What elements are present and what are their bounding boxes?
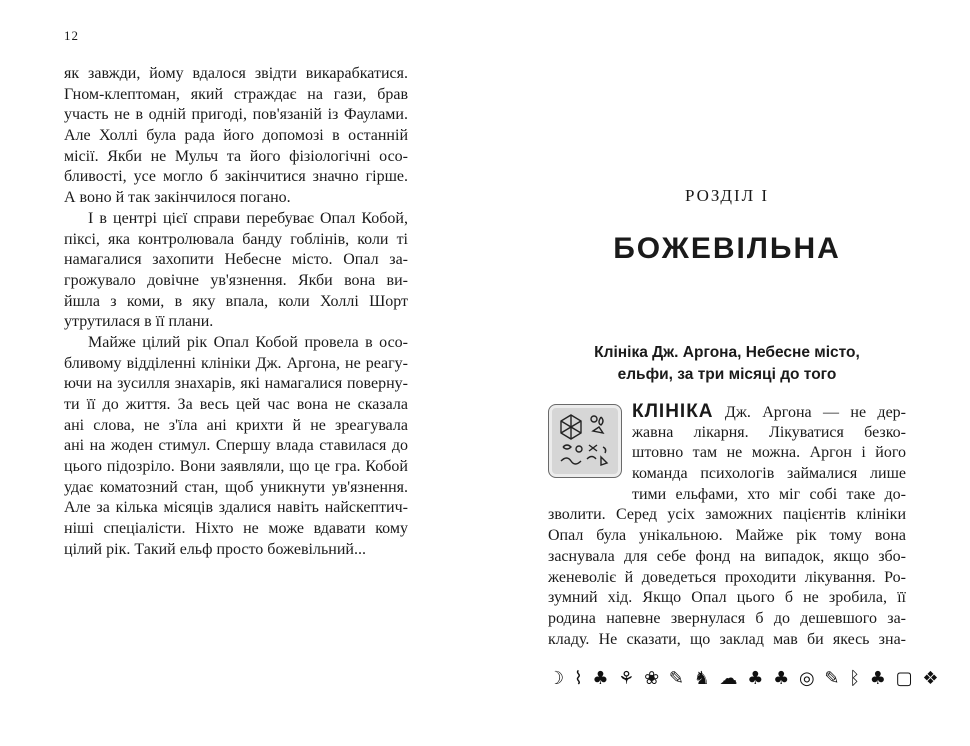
- chapter-title: БОЖЕВІЛЬНА: [613, 232, 841, 265]
- first-line-rest: Дж. Аргона — не дер-: [713, 404, 906, 421]
- text-line: намагалися захопити Небесне місто. Опал за-: [64, 251, 408, 269]
- text-line: зволити. Серед усіх заможних пацієнтів клініки: [548, 506, 906, 524]
- text-line: ти її до життя. За весь цей час вона не сказала: [64, 396, 408, 413]
- text-line: заснувала для себе фонд на випадок, якщо збо-: [548, 547, 906, 565]
- text-line: жавна лікарня. Лікуватися безко-: [632, 423, 906, 441]
- text-line: піксі, яка контролювала банду гоблінів, коли ті: [64, 230, 408, 248]
- location-line-1: Клініка Дж. Аргона, Небесне місто,: [594, 344, 860, 361]
- dropcap-word: КЛІНІКА: [632, 401, 714, 422]
- text-line: Але за кілька місяців здалися навіть найскептич-: [64, 499, 408, 517]
- text-line: місії. Якби не Мульч та його фізіологічні осо-: [64, 147, 408, 165]
- location-line-2: ельфи, за три місяці до того: [617, 366, 837, 383]
- text-line: як завжди, йому вдалося звідти викарабкатися.: [64, 65, 408, 82]
- text-line: Опал була унікальною. Майже рік тому вона: [548, 527, 906, 545]
- text-line: ані на жоден стимул. Спершу влада ставилася до: [64, 437, 408, 455]
- text-line: женеволіє й доведеться проходити лікування. Ро-: [548, 568, 906, 586]
- text-line: ані слова, не з'їла ані крихти й не зреагувала: [64, 416, 408, 434]
- text-line: Гном-клептоман, який страждає на гази, брав: [64, 85, 408, 103]
- text-line: грожувало довічне ув'язнення. Якби вона ви-: [64, 271, 408, 289]
- text-line: участь не в одній пригоді, пов'язаній із Фаулами.: [64, 106, 408, 124]
- right-column-text: [548, 402, 906, 650]
- text-line: родина напевне звернулася б до дешевшого за-: [548, 609, 906, 627]
- text-line: штовно там не можна. Аргон і його: [632, 444, 906, 462]
- chapter-location-heading: [548, 342, 906, 386]
- gnommish-decorative-row: ☽ ⌇ ♣ ⚘ ❀ ✎ ♞ ☁ ♣ ♣ ◎ ✎ ᛒ ♣ ▢ ❖: [548, 668, 941, 689]
- chapter-number: РОЗДІЛ І: [684, 186, 770, 205]
- text-line: бливому відділенні клініки Дж. Аргона, не реагу-: [64, 354, 408, 372]
- text-line: цілий рік. Такий ельф просто божевільний...: [64, 540, 366, 558]
- left-column-text: [64, 64, 408, 561]
- right-first-line: [632, 402, 906, 423]
- text-line: зумний хід. Якщо Опал цього б не зробила, її: [548, 589, 906, 607]
- page-number: 12: [64, 28, 79, 43]
- text-line: утрутилася в її плани.: [64, 313, 214, 331]
- text-line: Майже цілий рік Опал Кобой провела в осо-: [88, 333, 408, 351]
- text-line: І в центрі цієї справи перебуває Опал Кобой,: [88, 209, 408, 227]
- text-line: ючи на зусилля знахарів, які намагалися поверну-: [64, 375, 408, 393]
- text-line: ніші спеціалісти. Ніхто не може вдавати кому: [64, 520, 408, 538]
- text-line: кладу. Не сказати, що заклад мав би якесь зна-: [548, 630, 906, 648]
- text-line: Але Холлі була рада його допомозі в останній: [64, 127, 408, 145]
- text-line: команда психологів займалися лише: [632, 465, 906, 483]
- text-line: бливості, усе могло б закінчитися значно гірше.: [64, 168, 408, 186]
- text-line: удає коматозний стан, щоб уникнути ув'язнення.: [64, 478, 408, 496]
- text-line: тими ельфами, хто міг собі таке до-: [632, 485, 906, 503]
- text-line: йшла з коми, в яку впала, коли Холлі Шорт: [64, 292, 408, 310]
- text-line: А воно й так закінчилося погано.: [64, 189, 291, 207]
- text-line: цього підозріло. Вони заявляли, що це гра. Кобой: [64, 458, 408, 476]
